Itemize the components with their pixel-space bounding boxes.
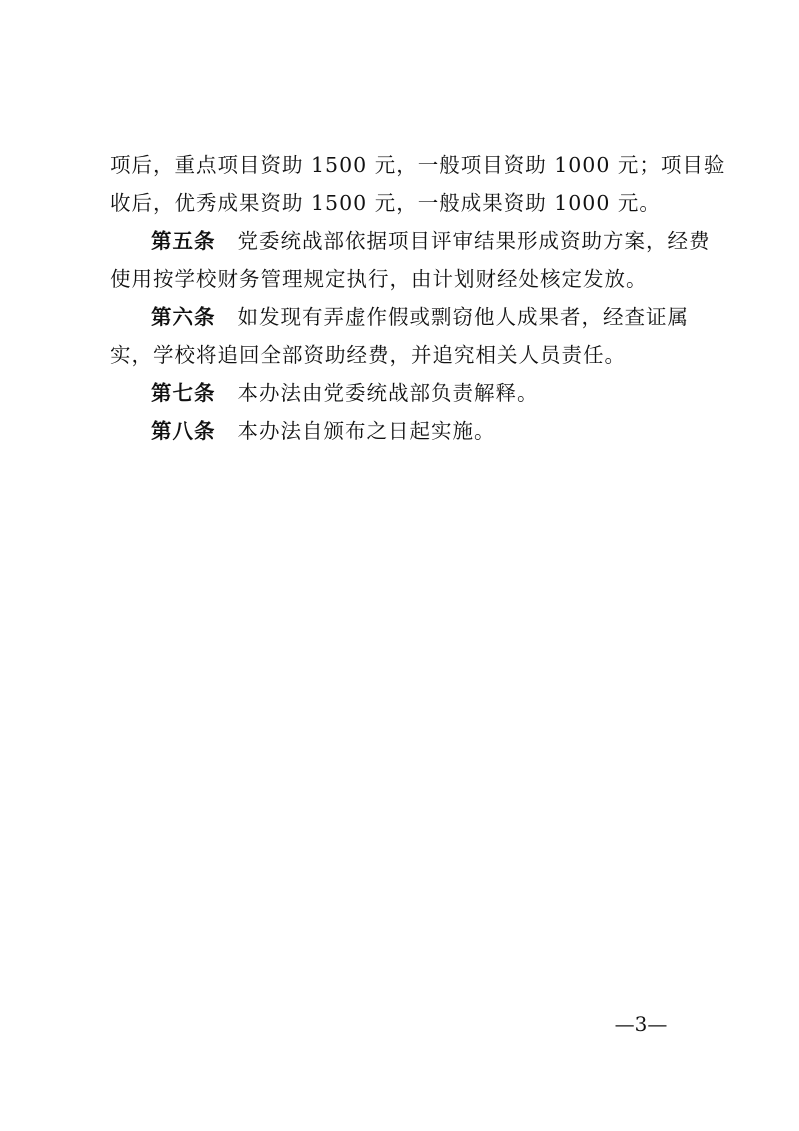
article-7-label: 第七条 [151, 381, 216, 405]
article-6 [110, 298, 730, 374]
article-5-label: 第五条 [151, 229, 216, 253]
article-6-text: 如发现有弄虚作假或剽窃他人成果者，经查证属实，学校将追回全部资助经费，并追究相关人员责任。 [110, 305, 689, 367]
continuation-paragraph: 项后，重点项目资助 1500 元，一般项目资助 1000 元；项目验收后，优秀成果资助 1500 元，一般成果资助 1000 元。 [110, 153, 726, 215]
article-8-label: 第八条 [151, 419, 216, 443]
article-5-text: 党委统战部依据项目评审结果形成资助方案，经费使用按学校财务管理规定执行，由计划财经处核定发放。 [110, 229, 711, 291]
article-6-label: 第六条 [151, 305, 216, 329]
article-5 [110, 222, 730, 298]
article-7-text: 本办法由党委统战部负责解释。 [237, 381, 539, 405]
document-body [110, 146, 730, 450]
page-number: —3— [614, 1012, 668, 1036]
article-8-text: 本办法自颁布之日起实施。 [237, 419, 496, 443]
article-8 [110, 412, 730, 450]
article-7 [110, 374, 730, 412]
